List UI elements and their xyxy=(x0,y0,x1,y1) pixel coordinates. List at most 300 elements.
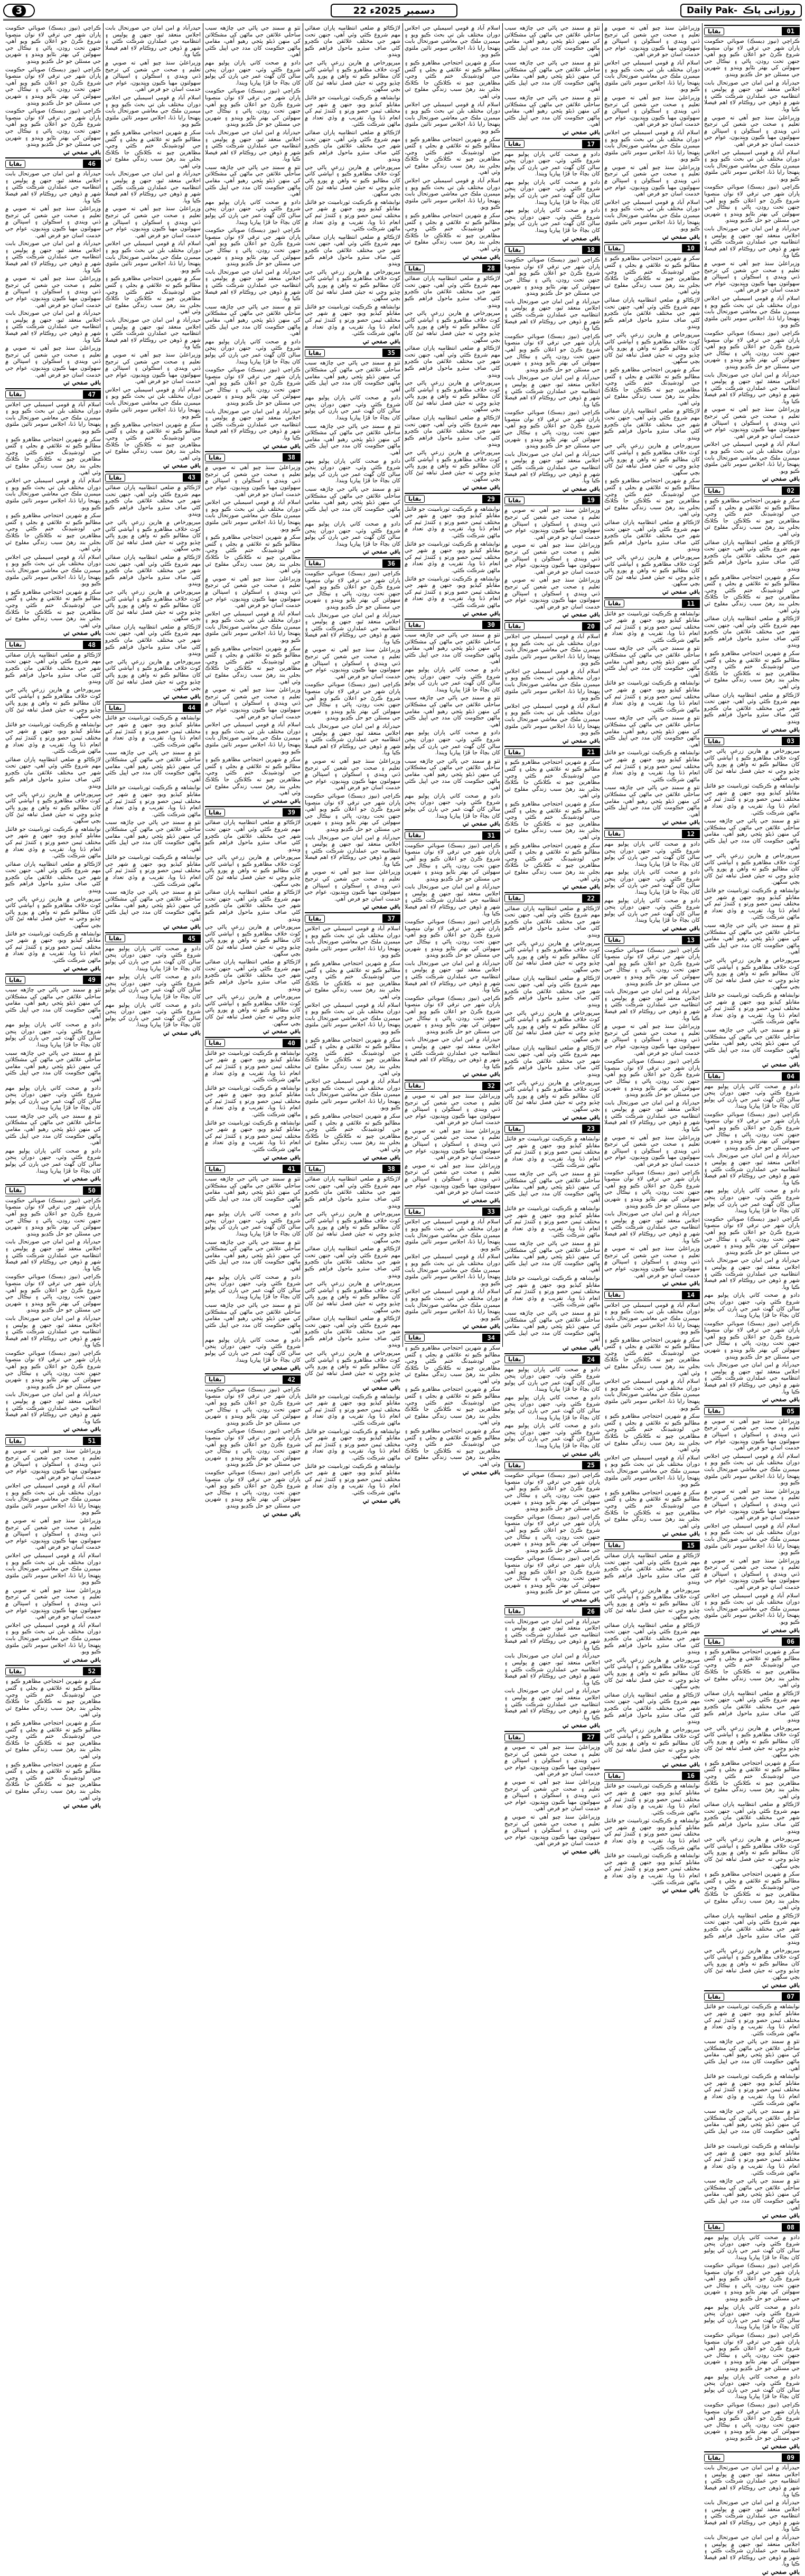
article-paragraph: سکر ۾ شهرين احتجاجي مظاهرو ڪيو ۽ مطالبو ڪيو ته علائقي ۾ بجلي ۽ گئس جي لوڊشيڊنگ ختم ڪئي وڃي، مظاهرين چيو ته ڪلاڪن جا ڪلاڪ بجلي بند رهڻ سبب زندگي مفلوج ٿي وئي آهي. xyxy=(405,1428,500,1467)
article-paragraph: اسلام آباد ۾ قومي اسيمبلي جي اجلاس دوران مختلف بلن تي بحث ڪيو ويو ۽ ميمبرن ملڪ جي معاشي صورتحال بابت پنهنجا رايا ڏنا، اجلاس سومر تائين ملتوي ڪيو ويو. xyxy=(5,1482,101,1516)
section-number: 52 xyxy=(83,1667,101,1675)
article-paragraph: دادو ۾ صحت کاتي پاران پوليو مهم شروع ڪئي وئي، جنهن دوران پنجن سالن کان گهٽ عمر جي ٻارن کي پوليو کان بچاءُ جا ڦڙا پياريا ويندا. xyxy=(5,1084,101,1111)
news-column xyxy=(402,23,502,1476)
continued-note: باقي صفحي تي xyxy=(762,1627,800,1634)
continued-note: باقي صفحي تي xyxy=(462,254,500,260)
article-paragraph: ميرپورخاص ۾ هارين زرعي پاڻي جي کوٽ خلاف مظاهرو ڪيو ۽ آبپاشي کاتي کان مطالبو ڪيو ته واهن ۾ پورو پاڻي ڇڏيو وڃي ته جيئن فصل تباهه ٿيڻ کان بچي سگهن. xyxy=(604,1587,700,1620)
continuation-block xyxy=(5,1184,101,1433)
article-paragraph: ٺٽو ۾ سمنڊ جي پاڻي جي چاڙهه سبب ساحلي علائقن جي ماڻهن کي مشڪلاتن کي منهن ڏيڻو پئجي رهيو آهي، مقامي ماڻهن حڪومت کان مدد جي اپيل ڪئي آهي. xyxy=(504,94,600,128)
article-paragraph: لاڙڪاڻو ۾ ضلعي انتظاميه پاران صفائي مهم شروع ڪئي وئي آهي، جنهن تحت شهر جي مختلف علائقن مان ڪچرو کڻي صاف سٿرو ماحول فراهم ڪيو ويندو. xyxy=(5,756,101,790)
article-paragraph: سکر ۾ شهرين احتجاجي مظاهرو ڪيو ۽ مطالبو ڪيو ته علائقي ۾ بجلي ۽ گئس جي لوڊشيڊنگ ختم ڪئي وڃي، مظاهرين چيو ته ڪلاڪن جا ڪلاڪ بجلي بند رهڻ سبب زندگي مفلوج ٿي وئي آهي. xyxy=(305,960,400,1000)
article-paragraph: اسلام آباد ۾ قومي اسيمبلي جي اجلاس دوران مختلف بلن تي بحث ڪيو ويو ۽ ميمبرن ملڪ جي معاشي صورتحال بابت پنهنجا رايا ڏنا، اجلاس سومر تائين ملتوي ڪيو ويو. xyxy=(405,1253,500,1287)
article-paragraph: ميرپورخاص ۾ هارين زرعي پاڻي جي کوٽ خلاف مظاهرو ڪيو ۽ آبپاشي کاتي کان مطالبو ڪيو ته واهن ۾ پورو پاڻي ڇڏيو وڃي ته جيئن فصل تباهه ٿيڻ کان بچي سگهن. xyxy=(704,853,800,886)
article-paragraph: ڪراچي (نيوز ڊيسڪ) صوبائي حڪومت پاران شهر جي ترقي لاءِ نوان منصوبا شروع ڪرڻ جو اعلان ڪيو ويو آهي، جنهن تحت روڊن، پاڻي ۽ نيڪال جي سهولتن کي بهتر بڻايو ويندو ۽ شهرين جي مسئلن جو حل ڪڍيو ويندو. xyxy=(604,1169,700,1209)
article-paragraph: ڪراچي (نيوز ڊيسڪ) صوبائي حڪومت پاران شهر جي ترقي لاءِ نوان منصوبا شروع ڪرڻ جو اعلان ڪيو ويو آهي، جنهن تحت روڊن، پاڻي ۽ نيڪال جي سهولتن کي بهتر بڻايو ويندو ۽ شهرين جي مسئلن جو حل ڪڍيو ويندو. xyxy=(704,1320,800,1360)
article-paragraph: وزيراعليٰ سنڌ چيو آهي ته صوبي ۾ تعليم ۽ صحت جي شعبن کي ترجيح ڏني ويندي ۽ اسڪولن ۽ اسپتالن ۾ سهولتون مهيا ڪيون وينديون، عوام جي خدمت اسان جو فرض آهي. xyxy=(604,94,700,128)
article-paragraph: حيدرآباد ۾ امن امان جي صورتحال بابت اجلاس منعقد ٿيو، جنهن ۾ پوليس ۽ انتظاميه جي عملدارن شرڪت ڪئي ۽ شهر ۾ ڏوهن جي روڪٿام لاءِ اهم فيصلا ڪيا ويا. xyxy=(504,1688,600,1721)
section-header xyxy=(704,484,800,497)
continued-note: باقي صفحي تي xyxy=(662,1531,700,1538)
article-paragraph: نوابشاهه ۾ ڪرڪيٽ ٽورنامينٽ جو فائنل مقابلو کيڏيو ويو، جنهن ۾ شهر جي مختلف ٽيمن حصو ورتو ۽ کٽندڙ ٽيم کي انعام ڏنا ويا، تقريب ۾ وڏي تعداد ۾ ماڻهن شرڪت ڪئي. xyxy=(604,750,700,783)
continuation-block xyxy=(504,1459,600,1603)
article-paragraph: اسلام آباد ۾ قومي اسيمبلي جي اجلاس دوران مختلف بلن تي بحث ڪيو ويو ۽ ميمبرن ملڪ جي معاشي صورتحال بابت پنهنجا رايا ڏنا، اجلاس سومر تائين ملتوي ڪيو ويو. xyxy=(405,25,500,58)
continuation-block xyxy=(704,2451,800,2576)
article-paragraph: وزيراعليٰ سنڌ چيو آهي ته صوبي ۾ تعليم ۽ صحت جي شعبن کي ترجيح ڏني ويندي ۽ اسڪولن ۽ اسپتالن ۾ سهولتون مهيا ڪيون وينديون، عوام جي خدمت اسان جو فرض آهي. xyxy=(105,59,201,93)
section-number: 04 xyxy=(782,1072,800,1081)
article-paragraph: وزيراعليٰ سنڌ چيو آهي ته صوبي ۾ تعليم ۽ صحت جي شعبن کي ترجيح ڏني ويندي ۽ اسڪولن ۽ اسپتالن ۾ سهولتون مهيا ڪيون وينديون، عوام جي خدمت اسان جو فرض آهي. xyxy=(205,687,301,720)
section-label: بقايا xyxy=(504,622,525,630)
article-paragraph: نوابشاهه ۾ ڪرڪيٽ ٽورنامينٽ جو فائنل مقابلو کيڏيو ويو، جنهن ۾ شهر جي مختلف ٽيمن حصو ورتو ۽ کٽندڙ ٽيم کي انعام ڏنا ويا، تقريب ۾ وڏي تعداد ۾ ماڻهن شرڪت ڪئي. xyxy=(704,2073,800,2106)
article-paragraph: دادو ۾ صحت کاتي پاران پوليو مهم شروع ڪئي وئي، جنهن دوران پنجن سالن کان گهٽ عمر جي ٻارن کي پوليو کان بچاءُ جا ڦڙا پياريا ويندا. xyxy=(5,1022,101,1048)
continued-note: باقي صفحي تي xyxy=(562,235,600,242)
article-paragraph: دادو ۾ صحت کاتي پاران پوليو مهم شروع ڪئي وئي، جنهن دوران پنجن سالن کان گهٽ عمر جي ٻارن کي پوليو کان بچاءُ جا ڦڙا پياريا ويندا. xyxy=(604,869,700,896)
article-paragraph: ڪراچي (نيوز ڊيسڪ) صوبائي حڪومت پاران شهر جي ترقي لاءِ نوان منصوبا شروع ڪرڻ جو اعلان ڪيو ويو آهي، جنهن تحت روڊن، پاڻي ۽ نيڪال جي سهولتن کي بهتر بڻايو ويندو ۽ شهرين جي مسئلن جو حل ڪڍيو ويندو. xyxy=(704,1215,800,1256)
article-paragraph: ميرپورخاص ۾ هارين زرعي پاڻي جي کوٽ خلاف مظاهرو ڪيو ۽ آبپاشي کاتي کان مطالبو ڪيو ته واهن ۾ پورو پاڻي ڇڏيو وڃي ته جيئن فصل تباهه ٿيڻ کان بچي سگهن. xyxy=(604,443,700,476)
article-paragraph: دادو ۾ صحت کاتي پاران پوليو مهم شروع ڪئي وئي، جنهن دوران پنجن سالن کان گهٽ عمر جي ٻارن کي پوليو کان بچاءُ جا ڦڙا پياريا ويندا. xyxy=(704,2234,800,2261)
section-number: 05 xyxy=(782,1407,800,1416)
article-paragraph: نوابشاهه ۾ ڪرڪيٽ ٽورنامينٽ جو فائنل مقابلو کيڏيو ويو، جنهن ۾ شهر جي مختلف ٽيمن حصو ورتو ۽ کٽندڙ ٽيم کي انعام ڏنا ويا، تقريب ۾ وڏي تعداد ۾ ماڻهن شرڪت ڪئي. xyxy=(405,575,500,608)
section-header xyxy=(604,1769,700,1782)
continued-note: باقي صفحي تي xyxy=(762,2213,800,2219)
news-column xyxy=(303,23,402,1504)
article-paragraph: وزيراعليٰ سنڌ چيو آهي ته صوبي ۾ تعليم ۽ صحت جي شعبن کي ترجيح ڏني ويندي ۽ اسڪولن ۽ اسپتالن ۾ سهولتون مهيا ڪيون وينديون، عوام جي خدمت اسان جو فرض آهي. xyxy=(105,351,201,385)
continuation-block xyxy=(5,25,101,156)
article-paragraph: وزيراعليٰ سنڌ چيو آهي ته صوبي ۾ تعليم ۽ صحت جي شعبن کي ترجيح ڏني ويندي ۽ اسڪولن ۽ اسپتالن ۾ سهولتون مهيا ڪيون وينديون، عوام جي خدمت اسان جو فرض آهي. xyxy=(704,1557,800,1591)
continued-note: باقي صفحي تي xyxy=(263,1365,301,1372)
continuation-block xyxy=(205,1163,301,1372)
section-label: بقايا xyxy=(205,454,225,462)
continued-note: باقي صفحي تي xyxy=(163,693,201,700)
continued-note: باقي صفحي تي xyxy=(63,1176,101,1183)
section-number: 13 xyxy=(682,936,700,944)
article-paragraph: لاڙڪاڻو ۾ ضلعي انتظاميه پاران صفائي مهم شروع ڪئي وئي آهي، جنهن تحت شهر جي مختلف علائقن مان ڪچرو کڻي صاف سٿرو ماحول فراهم ڪيو ويندو. xyxy=(205,959,301,992)
article-paragraph: سکر ۾ شهرين احتجاجي مظاهرو ڪيو ۽ مطالبو ڪيو ته علائقي ۾ بجلي ۽ گئس جي لوڊشيڊنگ ختم ڪئي وڃي، مظاهرين چيو ته ڪلاڪن جا ڪلاڪ بجلي بند رهڻ سبب زندگي مفلوج ٿي وئي آهي. xyxy=(704,650,800,690)
article-paragraph: ٺٽو ۾ سمنڊ جي پاڻي جي چاڙهه سبب ساحلي علائقن جي ماڻهن کي مشڪلاتن کي منهن ڏيڻو پئجي رهيو آهي، مقامي ماڻهن حڪومت کان مدد جي اپيل ڪئي آهي. xyxy=(305,360,400,393)
article-paragraph: ڪراچي (نيوز ڊيسڪ) صوبائي حڪومت پاران شهر جي ترقي لاءِ نوان منصوبا شروع ڪرڻ جو اعلان ڪيو ويو آهي، جنهن تحت روڊن، پاڻي ۽ نيڪال جي سهولتن کي بهتر بڻايو ويندو ۽ شهرين جي مسئلن جو حل ڪڍيو ويندو. xyxy=(205,1386,301,1426)
section-header xyxy=(504,1731,600,1743)
article-paragraph: ڪراچي (نيوز ڊيسڪ) صوبائي حڪومت پاران شهر جي ترقي لاءِ نوان منصوبا شروع ڪرڻ جو اعلان ڪيو ويو آهي، جنهن تحت روڊن، پاڻي ۽ نيڪال جي سهولتن کي بهتر بڻايو ويندو ۽ شهرين جي مسئلن جو حل ڪڍيو ويندو. xyxy=(305,792,400,832)
section-header xyxy=(5,639,101,651)
article-paragraph: وزيراعليٰ سنڌ چيو آهي ته صوبي ۾ تعليم ۽ صحت جي شعبن کي ترجيح ڏني ويندي ۽ اسڪولن ۽ اسپتالن ۾ سهولتون مهيا ڪيون وينديون، عوام جي خدمت اسان جو فرض آهي. xyxy=(504,542,600,575)
continued-note: باقي صفحي تي xyxy=(762,2443,800,2450)
section-header xyxy=(604,1289,700,1301)
article-paragraph: دادو ۾ صحت کاتي پاران پوليو مهم شروع ڪئي وئي، جنهن دوران پنجن سالن کان گهٽ عمر جي ٻارن کي پوليو کان بچاءُ جا ڦڙا پياريا ويندا. xyxy=(504,207,600,234)
article-paragraph: دادو ۾ صحت کاتي پاران پوليو مهم شروع ڪئي وئي، جنهن دوران پنجن سالن کان گهٽ عمر جي ٻارن کي پوليو کان بچاءُ جا ڦڙا پياريا ويندا. xyxy=(604,840,700,867)
section-label: بقايا xyxy=(5,641,25,649)
section-label: بقايا xyxy=(504,1607,525,1615)
article-paragraph: سکر ۾ شهرين احتجاجي مظاهرو ڪيو ۽ مطالبو ڪيو ته علائقي ۾ بجلي ۽ گئس جي لوڊشيڊنگ ختم ڪئي وڃي، مظاهرين چيو ته ڪلاڪن جا ڪلاڪ بجلي بند رهڻ سبب زندگي مفلوج ٿي وئي آهي. xyxy=(305,1036,400,1076)
article-paragraph: ٺٽو ۾ سمنڊ جي پاڻي جي چاڙهه سبب ساحلي علائقن جي ماڻهن کي مشڪلاتن کي منهن ڏيڻو پئجي رهيو آهي، مقامي ماڻهن حڪومت کان مدد جي اپيل ڪئي آهي. xyxy=(105,889,201,922)
article-paragraph: ڪراچي (نيوز ڊيسڪ) صوبائي حڪومت پاران شهر جي ترقي لاءِ نوان منصوبا شروع ڪرڻ جو اعلان ڪيو ويو آهي، جنهن تحت روڊن، پاڻي ۽ نيڪال جي سهولتن کي بهتر بڻايو ويندو ۽ شهرين جي مسئلن جو حل ڪڍيو ويندو. xyxy=(504,257,600,297)
article-paragraph: نوابشاهه ۾ ڪرڪيٽ ٽورنامينٽ جو فائنل مقابلو کيڏيو ويو، جنهن ۾ شهر جي مختلف ٽيمن حصو ورتو ۽ کٽندڙ ٽيم کي انعام ڏنا ويا، تقريب ۾ وڏي تعداد ۾ ماڻهن شرڪت ڪئي. xyxy=(504,1205,600,1239)
article-paragraph: وزيراعليٰ سنڌ چيو آهي ته صوبي ۾ تعليم ۽ صحت جي شعبن کي ترجيح ڏني ويندي ۽ اسڪولن ۽ اسپتالن ۾ سهولتون مهيا ڪيون وينديون، عوام جي خدمت اسان جو فرض آهي. xyxy=(604,1245,700,1279)
article-paragraph: ٺٽو ۾ سمنڊ جي پاڻي جي چاڙهه سبب ساحلي علائقن جي ماڻهن کي مشڪلاتن کي منهن ڏيڻو پئجي رهيو آهي، مقامي ماڻهن حڪومت کان مدد جي اپيل ڪئي آهي. xyxy=(305,423,400,456)
article-paragraph: دادو ۾ صحت کاتي پاران پوليو مهم شروع ڪئي وئي، جنهن دوران پنجن سالن کان گهٽ عمر جي ٻارن کي پوليو کان بچاءُ جا ڦڙا پياريا ويندا. xyxy=(604,897,700,924)
article-paragraph: حيدرآباد ۾ امن امان جي صورتحال بابت اجلاس منعقد ٿيو، جنهن ۾ پوليس ۽ انتظاميه جي عملدارن شرڪت ڪئي ۽ شهر ۾ ڏوهن جي روڪٿام لاءِ اهم فيصلا ڪيا ويا. xyxy=(504,298,600,332)
article-paragraph: اسلام آباد ۾ قومي اسيمبلي جي اجلاس دوران مختلف بلن تي بحث ڪيو ويو ۽ ميمبرن ملڪ جي معاشي صورتحال بابت پنهنجا رايا ڏنا، اجلاس سومر تائين ملتوي ڪيو ويو. xyxy=(5,477,101,511)
continued-note: باقي صفحي تي xyxy=(462,610,500,617)
article-paragraph: سکر ۾ شهرين احتجاجي مظاهرو ڪيو ۽ مطالبو ڪيو ته علائقي ۾ بجلي ۽ گئس جي لوڊشيڊنگ ختم ڪئي وڃي، مظاهرين چيو ته ڪلاڪن جا ڪلاڪ بجلي بند رهڻ سبب زندگي مفلوج ٿي وئي آهي. xyxy=(405,136,500,176)
article-paragraph: نوابشاهه ۾ ڪرڪيٽ ٽورنامينٽ جو فائنل مقابلو کيڏيو ويو، جنهن ۾ شهر جي مختلف ٽيمن حصو ورتو ۽ کٽندڙ ٽيم کي انعام ڏنا ويا، تقريب ۾ وڏي تعداد ۾ ماڻهن شرڪت ڪئي. xyxy=(105,784,201,818)
section-label: بقايا xyxy=(504,246,525,254)
continued-note: باقي صفحي تي xyxy=(362,904,400,911)
article-paragraph: دادو ۾ صحت کاتي پاران پوليو مهم شروع ڪئي وئي، جنهن دوران پنجن سالن کان گهٽ عمر جي ٻارن کي پوليو کان بچاءُ جا ڦڙا پياريا ويندا. xyxy=(205,199,301,226)
article-paragraph: دادو ۾ صحت کاتي پاران پوليو مهم شروع ڪئي وئي، جنهن دوران پنجن سالن کان گهٽ عمر جي ٻارن کي پوليو کان بچاءُ جا ڦڙا پياريا ويندا. xyxy=(305,395,400,421)
article-paragraph: حيدرآباد ۾ امن امان جي صورتحال بابت اجلاس منعقد ٿيو، جنهن ۾ پوليس ۽ انتظاميه جي عملدارن شرڪت ڪئي ۽ شهر ۾ ڏوهن جي روڪٿام لاءِ اهم فيصلا ڪيا ويا. xyxy=(405,960,500,994)
article-paragraph: نوابشاهه ۾ ڪرڪيٽ ٽورنامينٽ جو فائنل مقابلو کيڏيو ويو، جنهن ۾ شهر جي مختلف ٽيمن حصو ورتو ۽ کٽندڙ ٽيم کي انعام ڏنا ويا، تقريب ۾ وڏي تعداد ۾ ماڻهن شرڪت ڪئي. xyxy=(604,680,700,713)
section-number: 37 xyxy=(382,914,400,923)
article-paragraph: ميرپورخاص ۾ هارين زرعي پاڻي جي کوٽ خلاف مظاهرو ڪيو ۽ آبپاشي کاتي کان مطالبو ڪيو ته واهن ۾ پورو پاڻي ڇڏيو وڃي ته جيئن فصل تباهه ٿيڻ کان بچي سگهن. xyxy=(205,924,301,957)
continuation-block xyxy=(205,451,301,804)
article-paragraph: اسلام آباد ۾ قومي اسيمبلي جي اجلاس دوران مختلف بلن تي بحث ڪيو ويو ۽ ميمبرن ملڪ جي معاشي صورتحال بابت پنهنجا رايا ڏنا، اجلاس سومر تائين ملتوي ڪيو ويو. xyxy=(504,702,600,736)
article-paragraph: وزيراعليٰ سنڌ چيو آهي ته صوبي ۾ تعليم ۽ صحت جي شعبن کي ترجيح ڏني ويندي ۽ اسڪولن ۽ اسپتالن ۾ سهولتون مهيا ڪيون وينديون، عوام جي خدمت اسان جو فرض آهي. xyxy=(604,1134,700,1168)
article-paragraph: سکر ۾ شهرين احتجاجي مظاهرو ڪيو ۽ مطالبو ڪيو ته علائقي ۾ بجلي ۽ گئس جي لوڊشيڊنگ ختم ڪئي وڃي، مظاهرين چيو ته ڪلاڪن جا ڪلاڪ بجلي بند رهڻ سبب زندگي مفلوج ٿي وئي آهي. xyxy=(604,1489,700,1529)
news-column xyxy=(3,23,103,1810)
continued-note: باقي صفحي تي xyxy=(762,1061,800,1068)
article-paragraph: لاڙڪاڻو ۾ ضلعي انتظاميه پاران صفائي مهم شروع ڪئي وئي آهي، جنهن تحت شهر جي مختلف علائقن مان ڪچرو کڻي صاف سٿرو ماحول فراهم ڪيو ويندو. xyxy=(5,651,101,685)
continued-note: باقي صفحي تي xyxy=(163,463,201,470)
section-number: 16 xyxy=(682,1772,700,1780)
section-label: بقايا xyxy=(504,1355,525,1363)
article-paragraph: نوابشاهه ۾ ڪرڪيٽ ٽورنامينٽ جو فائنل مقابلو کيڏيو ويو، جنهن ۾ شهر جي مختلف ٽيمن حصو ورتو ۽ کٽندڙ ٽيم کي انعام ڏنا ويا، تقريب ۾ وڏي تعداد ۾ ماڻهن شرڪت ڪئي. xyxy=(704,887,800,921)
section-number: 42 xyxy=(283,1375,301,1384)
article-paragraph: لاڙڪاڻو ۾ ضلعي انتظاميه پاران صفائي مهم شروع ڪئي وئي آهي، جنهن تحت شهر جي مختلف علائقن مان ڪچرو کڻي صاف سٿرو ماحول فراهم ڪيو ويندو. xyxy=(405,275,500,308)
article-paragraph: وزيراعليٰ سنڌ چيو آهي ته صوبي ۾ تعليم ۽ صحت جي شعبن کي ترجيح ڏني ويندي ۽ اسڪولن ۽ اسپتالن ۾ سهولتون مهيا ڪيون وينديون، عوام جي خدمت اسان جو فرض آهي. xyxy=(504,1744,600,1777)
continuation-block xyxy=(105,932,201,1037)
article-paragraph: ميرپورخاص ۾ هارين زرعي پاڻي جي کوٽ خلاف مظاهرو ڪيو ۽ آبپاشي کاتي کان مطالبو ڪيو ته واهن ۾ پورو پاڻي ڇڏيو وڃي ته جيئن فصل تباهه ٿيڻ کان بچي سگهن. xyxy=(704,1947,800,1981)
section-label: بقايا xyxy=(5,1668,25,1675)
section-number: 23 xyxy=(582,1125,600,1133)
article-paragraph: لاڙڪاڻو ۾ ضلعي انتظاميه پاران صفائي مهم شروع ڪئي وئي آهي، جنهن تحت شهر جي مختلف علائقن مان ڪچرو کڻي صاف سٿرو ماحول فراهم ڪيو ويندو. xyxy=(704,691,800,725)
article-paragraph: سکر ۾ شهرين احتجاجي مظاهرو ڪيو ۽ مطالبو ڪيو ته علائقي ۾ بجلي ۽ گئس جي لوڊشيڊنگ ختم ڪئي وڃي، مظاهرين چيو ته ڪلاڪن جا ڪلاڪ بجلي بند رهڻ سبب زندگي مفلوج ٿي وئي آهي. xyxy=(604,1413,700,1453)
article-paragraph: وزيراعليٰ سنڌ چيو آهي ته صوبي ۾ تعليم ۽ صحت جي شعبن کي ترجيح ڏني ويندي ۽ اسڪولن ۽ اسپتالن ۾ سهولتون مهيا ڪيون وينديون، عوام جي خدمت اسان جو فرض آهي. xyxy=(5,205,101,239)
page-number: 3 xyxy=(12,5,26,16)
article-paragraph: اسلام آباد ۾ قومي اسيمبلي جي اجلاس دوران مختلف بلن تي بحث ڪيو ويو ۽ ميمبرن ملڪ جي معاشي صورتحال بابت پنهنجا رايا ڏنا، اجلاس سومر تائين ملتوي ڪيو ويو. xyxy=(405,1219,500,1252)
continued-note: باقي صفحي تي xyxy=(462,1323,500,1330)
continued-note: باقي صفحي تي xyxy=(263,1028,301,1035)
article-paragraph: ٺٽو ۾ سمنڊ جي پاڻي جي چاڙهه سبب ساحلي علائقن جي ماڻهن کي مشڪلاتن کي منهن ڏيڻو پئجي رهيو آهي، مقامي ماڻهن حڪومت کان مدد جي اپيل ڪئي آهي. xyxy=(205,1301,301,1335)
section-label: بقايا xyxy=(504,140,525,148)
article-paragraph: وزيراعليٰ سنڌ چيو آهي ته صوبي ۾ تعليم ۽ صحت جي شعبن کي ترجيح ڏني ويندي ۽ اسڪولن ۽ اسپتالن ۾ سهولتون مهيا ڪيون وينديون، عوام جي خدمت اسان جو فرض آهي. xyxy=(604,164,700,198)
article-paragraph: اسلام آباد ۾ قومي اسيمبلي جي اجلاس دوران مختلف بلن تي بحث ڪيو ويو ۽ ميمبرن ملڪ جي معاشي صورتحال بابت پنهنجا رايا ڏنا، اجلاس سومر تائين ملتوي ڪيو ويو. xyxy=(704,295,800,329)
article-paragraph: سکر ۾ شهرين احتجاجي مظاهرو ڪيو ۽ مطالبو ڪيو ته علائقي ۾ بجلي ۽ گئس جي لوڊشيڊنگ ختم ڪئي وڃي، مظاهرين چيو ته ڪلاڪن جا ڪلاڪ بجلي بند رهڻ سبب زندگي مفلوج ٿي وئي آهي. xyxy=(604,366,700,406)
section-label: بقايا xyxy=(105,474,125,482)
article-paragraph: حيدرآباد ۾ امن امان جي صورتحال بابت اجلاس منعقد ٿيو، جنهن ۾ پوليس ۽ انتظاميه جي عملدارن شرڪت ڪئي ۽ شهر ۾ ڏوهن جي روڪٿام لاءِ اهم فيصلا ڪيا ويا. xyxy=(5,240,101,274)
continuation-block xyxy=(305,912,400,1161)
article-paragraph: ٺٽو ۾ سمنڊ جي پاڻي جي چاڙهه سبب ساحلي علائقن جي ماڻهن کي مشڪلاتن کي منهن ڏيڻو پئجي رهيو آهي، مقامي ماڻهن حڪومت کان مدد جي اپيل ڪئي آهي. xyxy=(504,59,600,93)
article-paragraph: ميرپورخاص ۾ هارين زرعي پاڻي جي کوٽ خلاف مظاهرو ڪيو ۽ آبپاشي کاتي کان مطالبو ڪيو ته واهن ۾ پورو پاڻي ڇڏيو وڃي ته جيئن فصل تباهه ٿيڻ کان بچي سگهن. xyxy=(504,1079,600,1112)
section-label: بقايا xyxy=(205,1165,225,1173)
article-paragraph: حيدرآباد ۾ امن امان جي صورتحال بابت اجلاس منعقد ٿيو، جنهن ۾ پوليس ۽ انتظاميه جي عملدارن شرڪت ڪئي ۽ شهر ۾ ڏوهن جي روڪٿام لاءِ اهم فيصلا ڪيا ويا. xyxy=(5,1239,101,1272)
article-paragraph: لاڙڪاڻو ۾ ضلعي انتظاميه پاران صفائي مهم شروع ڪئي وئي آهي، جنهن تحت شهر جي مختلف علائقن مان ڪچرو کڻي صاف سٿرو ماحول فراهم ڪيو ويندو. xyxy=(704,1690,800,1723)
article-paragraph: وزيراعليٰ سنڌ چيو آهي ته صوبي ۾ تعليم ۽ صحت جي شعبن کي ترجيح ڏني ويندي ۽ اسڪولن ۽ اسپتالن ۾ سهولتون مهيا ڪيون وينديون، عوام جي خدمت اسان جو فرض آهي. xyxy=(205,464,301,498)
article-paragraph: لاڙڪاڻو ۾ ضلعي انتظاميه پاران صفائي مهم شروع ڪئي وئي آهي، جنهن تحت شهر جي مختلف علائقن مان ڪچرو کڻي صاف سٿرو ماحول فراهم ڪيو ويندو. xyxy=(604,1622,700,1655)
article-paragraph: نوابشاهه ۾ ڪرڪيٽ ٽورنامينٽ جو فائنل مقابلو کيڏيو ويو، جنهن ۾ شهر جي مختلف ٽيمن حصو ورتو ۽ کٽندڙ ٽيم کي انعام ڏنا ويا، تقريب ۾ وڏي تعداد ۾ ماڻهن شرڪت ڪئي. xyxy=(704,2143,800,2176)
section-label: بقايا xyxy=(5,1186,25,1194)
continued-note: باقي صفحي تي xyxy=(63,1803,101,1810)
article-paragraph: حيدرآباد ۾ امن امان جي صورتحال بابت اجلاس منعقد ٿيو، جنهن ۾ پوليس ۽ انتظاميه جي عملدارن شرڪت ڪئي ۽ شهر ۾ ڏوهن جي روڪٿام لاءِ اهم فيصلا ڪيا ويا. xyxy=(205,268,301,302)
article-paragraph: حيدرآباد ۾ امن امان جي صورتحال بابت اجلاس منعقد ٿيو، جنهن ۾ پوليس ۽ انتظاميه جي عملدارن شرڪت ڪئي ۽ شهر ۾ ڏوهن جي روڪٿام لاءِ اهم فيصلا ڪيا ويا. xyxy=(405,1036,500,1070)
section-header xyxy=(704,1990,800,2002)
section-label: بقايا xyxy=(405,1082,425,1090)
article-paragraph: نوابشاهه ۾ ڪرڪيٽ ٽورنامينٽ جو فائنل مقابلو کيڏيو ويو، جنهن ۾ شهر جي مختلف ٽيمن حصو ورتو ۽ کٽندڙ ٽيم کي انعام ڏنا ويا، تقريب ۾ وڏي تعداد ۾ ماڻهن شرڪت ڪئي. xyxy=(205,1084,301,1118)
article-paragraph: ڪراچي (نيوز ڊيسڪ) صوبائي حڪومت پاران شهر جي ترقي لاءِ نوان منصوبا شروع ڪرڻ جو اعلان ڪيو ويو آهي، جنهن تحت روڊن، پاڻي ۽ نيڪال جي سهولتن کي بهتر بڻايو ويندو ۽ شهرين جي مسئلن جو حل ڪڍيو ويندو. xyxy=(205,367,301,407)
article-paragraph: وزيراعليٰ سنڌ چيو آهي ته صوبي ۾ تعليم ۽ صحت جي شعبن کي ترجيح ڏني ويندي ۽ اسڪولن ۽ اسپتالن ۾ سهولتون مهيا ڪيون وينديون، عوام جي خدمت اسان جو فرض آهي. xyxy=(604,25,700,58)
continued-note: باقي صفحي تي xyxy=(163,924,201,931)
continuation-block xyxy=(704,1635,800,1989)
article-paragraph: ميرپورخاص ۾ هارين زرعي پاڻي جي کوٽ خلاف مظاهرو ڪيو ۽ آبپاشي کاتي کان مطالبو ڪيو ته واهن ۾ پورو پاڻي ڇڏيو وڃي ته جيئن فصل تباهه ٿيڻ کان بچي سگهن. xyxy=(604,331,700,365)
article-paragraph: لاڙڪاڻو ۾ ضلعي انتظاميه پاران صفائي مهم شروع ڪئي وئي آهي، جنهن تحت شهر جي مختلف علائقن مان ڪچرو کڻي صاف سٿرو ماحول فراهم ڪيو ويندو. xyxy=(704,539,800,572)
continuation-block xyxy=(305,557,400,911)
article-paragraph: ڪراچي (نيوز ڊيسڪ) صوبائي حڪومت پاران شهر جي ترقي لاءِ نوان منصوبا شروع ڪرڻ جو اعلان ڪيو ويو آهي، جنهن تحت روڊن، پاڻي ۽ نيڪال جي سهولتن کي بهتر بڻايو ويندو ۽ شهرين جي مسئلن جو حل ڪڍيو ويندو. xyxy=(504,333,600,373)
section-number: 15 xyxy=(682,1541,700,1550)
article-paragraph: لاڙڪاڻو ۾ ضلعي انتظاميه پاران صفائي مهم شروع ڪئي وئي آهي، جنهن تحت شهر جي مختلف علائقن مان ڪچرو کڻي صاف سٿرو ماحول فراهم ڪيو ويندو. xyxy=(105,484,201,518)
continuation-block xyxy=(305,1163,400,1391)
article-paragraph: ميرپورخاص ۾ هارين زرعي پاڻي جي کوٽ خلاف مظاهرو ڪيو ۽ آبپاشي کاتي کان مطالبو ڪيو ته واهن ۾ پورو پاڻي ڇڏيو وڃي ته جيئن فصل تباهه ٿيڻ کان بچي سگهن. xyxy=(704,748,800,781)
section-label: بقايا xyxy=(504,748,525,756)
section-label: بقايا xyxy=(205,1375,225,1383)
article-paragraph: سکر ۾ شهرين احتجاجي مظاهرو ڪيو ۽ مطالبو ڪيو ته علائقي ۾ بجلي ۽ گئس جي لوڊشيڊنگ ختم ڪئي وڃي، مظاهرين چيو ته ڪلاڪن جا ڪلاڪ بجلي بند رهڻ سبب زندگي مفلوج ٿي وئي آهي. xyxy=(105,129,201,169)
article-paragraph: وزيراعليٰ سنڌ چيو آهي ته صوبي ۾ تعليم ۽ صحت جي شعبن کي ترجيح ڏني ويندي ۽ اسڪولن ۽ اسپتالن ۾ سهولتون مهيا ڪيون وينديون، عوام جي خدمت اسان جو فرض آهي. xyxy=(604,1023,700,1056)
article-paragraph: حيدرآباد ۾ امن امان جي صورتحال بابت اجلاس منعقد ٿيو، جنهن ۾ پوليس ۽ انتظاميه جي عملدارن شرڪت ڪئي ۽ شهر ۾ ڏوهن جي روڪٿام لاءِ اهم فيصلا ڪيا ويا. xyxy=(704,2499,800,2533)
continuation-block xyxy=(504,1731,600,1856)
article-paragraph: ٺٽو ۾ سمنڊ جي پاڻي جي چاڙهه سبب ساحلي علائقن جي ماڻهن کي مشڪلاتن کي منهن ڏيڻو پئجي رهيو آهي، مقامي ماڻهن حڪومت کان مدد جي اپيل ڪئي آهي. xyxy=(704,2038,800,2072)
section-label: بقايا xyxy=(504,894,525,902)
article-paragraph: ٺٽو ۾ سمنڊ جي پاڻي جي چاڙهه سبب ساحلي علائقن جي ماڻهن کي مشڪلاتن کي منهن ڏيڻو پئجي رهيو آهي، مقامي ماڻهن حڪومت کان مدد جي اپيل ڪئي آهي. xyxy=(504,1309,600,1343)
article-paragraph: ميرپورخاص ۾ هارين زرعي پاڻي جي کوٽ خلاف مظاهرو ڪيو ۽ آبپاشي کاتي کان مطالبو ڪيو ته واهن ۾ پورو پاڻي ڇڏيو وڃي ته جيئن فصل تباهه ٿيڻ کان بچي سگهن. xyxy=(504,1009,600,1043)
news-column xyxy=(602,23,702,1894)
article-paragraph: نوابشاهه ۾ ڪرڪيٽ ٽورنامينٽ جو فائنل مقابلو کيڏيو ويو، جنهن ۾ شهر جي مختلف ٽيمن حصو ورتو ۽ کٽندڙ ٽيم کي انعام ڏنا ويا، تقريب ۾ وڏي تعداد ۾ ماڻهن شرڪت ڪئي. xyxy=(504,1275,600,1308)
article-paragraph: حيدرآباد ۾ امن امان جي صورتحال بابت اجلاس منعقد ٿيو، جنهن ۾ پوليس ۽ انتظاميه جي عملدارن شرڪت ڪئي ۽ شهر ۾ ڏوهن جي روڪٿام لاءِ اهم فيصلا ڪيا ويا. xyxy=(704,1362,800,1395)
article-paragraph: لاڙڪاڻو ۾ ضلعي انتظاميه پاران صفائي مهم شروع ڪئي وئي آهي، جنهن تحت شهر جي مختلف علائقن مان ڪچرو کڻي صاف سٿرو ماحول فراهم ڪيو ويندو. xyxy=(305,129,400,163)
article-paragraph: اسلام آباد ۾ قومي اسيمبلي جي اجلاس دوران مختلف بلن تي بحث ڪيو ويو ۽ ميمبرن ملڪ جي معاشي صورتحال بابت پنهنجا رايا ڏنا، اجلاس سومر تائين ملتوي ڪيو ويو. xyxy=(405,177,500,211)
continued-note: باقي صفحي تي xyxy=(662,925,700,932)
section-number: 50 xyxy=(83,1186,101,1195)
article-paragraph: نوابشاهه ۾ ڪرڪيٽ ٽورنامينٽ جو فائنل مقابلو کيڏيو ويو، جنهن ۾ شهر جي مختلف ٽيمن حصو ورتو ۽ کٽندڙ ٽيم کي انعام ڏنا ويا، تقريب ۾ وڏي تعداد ۾ ماڻهن شرڪت ڪئي. xyxy=(205,1050,301,1083)
section-number: 41 xyxy=(283,1165,301,1173)
continuation-block xyxy=(305,1393,400,1505)
article-paragraph: ٺٽو ۾ سمنڊ جي پاڻي جي چاڙهه سبب ساحلي علائقن جي ماڻهن کي مشڪلاتن کي منهن ڏيڻو پئجي رهيو آهي، مقامي ماڻهن حڪومت کان مدد جي اپيل ڪئي آهي. xyxy=(604,645,700,678)
article-paragraph: ڪراچي (نيوز ڊيسڪ) صوبائي حڪومت پاران شهر جي ترقي لاءِ نوان منصوبا شروع ڪرڻ جو اعلان ڪيو ويو آهي، جنهن تحت روڊن، پاڻي ۽ نيڪال جي سهولتن کي بهتر بڻايو ويندو ۽ شهرين جي مسئلن جو حل ڪڍيو ويندو. xyxy=(604,1058,700,1098)
section-header xyxy=(604,828,700,840)
section-label: بقايا xyxy=(604,936,624,944)
article-paragraph: ٺٽو ۾ سمنڊ جي پاڻي جي چاڙهه سبب ساحلي علائقن جي ماڻهن کي مشڪلاتن کي منهن ڏيڻو پئجي رهيو آهي، مقامي ماڻهن حڪومت کان مدد جي اپيل ڪئي آهي. xyxy=(405,757,500,791)
article-paragraph: دادو ۾ صحت کاتي پاران پوليو مهم شروع ڪئي وئي، جنهن دوران پنجن سالن کان گهٽ عمر جي ٻارن کي پوليو کان بچاءُ جا ڦڙا پياريا ويندا. xyxy=(704,1292,800,1319)
section-number: 24 xyxy=(582,1355,600,1364)
article-paragraph: حيدرآباد ۾ امن امان جي صورتحال بابت اجلاس منعقد ٿيو، جنهن ۾ پوليس ۽ انتظاميه جي عملدارن شرڪت ڪئي ۽ شهر ۾ ڏوهن جي روڪٿام لاءِ اهم فيصلا ڪيا ويا. xyxy=(704,1257,800,1290)
article-paragraph: اسلام آباد ۾ قومي اسيمبلي جي اجلاس دوران مختلف بلن تي بحث ڪيو ويو ۽ ميمبرن ملڪ جي معاشي صورتحال بابت پنهنجا رايا ڏنا، اجلاس سومر تائين ملتوي ڪيو ويو. xyxy=(604,129,700,163)
news-column xyxy=(502,23,602,1855)
section-header xyxy=(5,973,101,986)
article-paragraph: ميرپورخاص ۾ هارين زرعي پاڻي جي کوٽ خلاف مظاهرو ڪيو ۽ آبپاشي کاتي کان مطالبو ڪيو ته واهن ۾ پورو پاڻي ڇڏيو وڃي ته جيئن فصل تباهه ٿيڻ کان بچي سگهن. xyxy=(604,1726,700,1760)
section-label: بقايا xyxy=(5,160,25,168)
section-label: بقايا xyxy=(604,1291,624,1299)
continuation-block xyxy=(405,1205,500,1330)
section-label: بقايا xyxy=(704,2223,724,2231)
article-paragraph: ڪراچي (نيوز ڊيسڪ) صوبائي حڪومت پاران شهر جي ترقي لاءِ نوان منصوبا شروع ڪرڻ جو اعلان ڪيو ويو آهي، جنهن تحت روڊن، پاڻي ۽ نيڪال جي سهولتن کي بهتر بڻايو ويندو ۽ شهرين جي مسئلن جو حل ڪڍيو ويندو. xyxy=(5,108,101,148)
article-paragraph: سکر ۾ شهرين احتجاجي مظاهرو ڪيو ۽ مطالبو ڪيو ته علائقي ۾ بجلي ۽ گئس جي لوڊشيڊنگ ختم ڪئي وڃي، مظاهرين چيو ته ڪلاڪن جا ڪلاڪ بجلي بند رهڻ سبب زندگي مفلوج ٿي وئي آهي. xyxy=(5,588,101,629)
article-paragraph: دادو ۾ صحت کاتي پاران پوليو مهم شروع ڪئي وئي، جنهن دوران پنجن سالن کان گهٽ عمر جي ٻارن کي پوليو کان بچاءُ جا ڦڙا پياريا ويندا. xyxy=(105,945,201,972)
section-header xyxy=(405,262,500,274)
continuation-block xyxy=(604,25,700,240)
section-label: بقايا xyxy=(704,1993,724,2001)
section-label: بقايا xyxy=(704,1407,724,1415)
article-paragraph: وزيراعليٰ سنڌ چيو آهي ته صوبي ۾ تعليم ۽ صحت جي شعبن کي ترجيح ڏني ويندي ۽ اسڪولن ۽ اسپتالن ۾ سهولتون مهيا ڪيون وينديون، عوام جي خدمت اسان جو فرض آهي. xyxy=(704,406,800,439)
section-label: بقايا xyxy=(405,1208,425,1216)
article-paragraph: ٺٽو ۾ سمنڊ جي پاڻي جي چاڙهه سبب ساحلي علائقن جي ماڻهن کي مشڪلاتن کي منهن ڏيڻو پئجي رهيو آهي، مقامي ماڻهن حڪومت کان مدد جي اپيل ڪئي آهي. xyxy=(205,1239,301,1272)
section-number: 51 xyxy=(83,1437,101,1445)
article-paragraph: اسلام آباد ۾ قومي اسيمبلي جي اجلاس دوران مختلف بلن تي بحث ڪيو ويو ۽ ميمبرن ملڪ جي معاشي صورتحال بابت پنهنجا رايا ڏنا، اجلاس سومر تائين ملتوي ڪيو ويو. xyxy=(205,722,301,755)
section-label: بقايا xyxy=(305,1165,325,1173)
article-paragraph: دادو ۾ صحت کاتي پاران پوليو مهم شروع ڪئي وئي، جنهن دوران پنجن سالن کان گهٽ عمر جي ٻارن کي پوليو کان بچاءُ جا ڦڙا پياريا ويندا. xyxy=(105,1001,201,1028)
article-paragraph: دادو ۾ صحت کاتي پاران پوليو مهم شروع ڪئي وئي، جنهن دوران پنجن سالن کان گهٽ عمر جي ٻارن کي پوليو کان بچاءُ جا ڦڙا پياريا ويندا. xyxy=(205,338,301,365)
article-paragraph: حيدرآباد ۾ امن امان جي صورتحال بابت اجلاس منعقد ٿيو، جنهن ۾ پوليس ۽ انتظاميه جي عملدارن شرڪت ڪئي ۽ شهر ۾ ڏوهن جي روڪٿام لاءِ اهم فيصلا ڪيا ويا. xyxy=(305,834,400,867)
article-paragraph: دادو ۾ صحت کاتي پاران پوليو مهم شروع ڪئي وئي، جنهن دوران پنجن سالن کان گهٽ عمر جي ٻارن کي پوليو کان بچاءُ جا ڦڙا پياريا ويندا. xyxy=(105,973,201,1000)
article-paragraph: دادو ۾ صحت کاتي پاران پوليو مهم شروع ڪئي وئي، جنهن دوران پنجن سالن کان گهٽ عمر جي ٻارن کي پوليو کان بچاءُ جا ڦڙا پياريا ويندا. xyxy=(405,667,500,693)
section-number: 12 xyxy=(682,830,700,838)
section-number: 31 xyxy=(482,831,500,840)
section-header xyxy=(504,494,600,506)
article-paragraph: حيدرآباد ۾ امن امان جي صورتحال بابت اجلاس منعقد ٿيو، جنهن ۾ پوليس ۽ انتظاميه جي عملدارن شرڪت ڪئي ۽ شهر ۾ ڏوهن جي روڪٿام لاءِ اهم فيصلا ڪيا ويا. xyxy=(704,79,800,113)
section-number: 36 xyxy=(382,559,400,568)
article-paragraph: لاڙڪاڻو ۾ ضلعي انتظاميه پاران صفائي مهم شروع ڪئي وئي آهي، جنهن تحت شهر جي مختلف علائقن مان ڪچرو کڻي صاف سٿرو ماحول فراهم ڪيو ويندو. xyxy=(105,554,201,587)
article-paragraph: سکر ۾ شهرين احتجاجي مظاهرو ڪيو ۽ مطالبو ڪيو ته علائقي ۾ بجلي ۽ گئس جي لوڊشيڊنگ ختم ڪئي وڃي، مظاهرين چيو ته ڪلاڪن جا ڪلاڪ بجلي بند رهڻ سبب زندگي مفلوج ٿي وئي آهي. xyxy=(704,498,800,537)
article-paragraph: لاڙڪاڻو ۾ ضلعي انتظاميه پاران صفائي مهم شروع ڪئي وئي آهي، جنهن تحت شهر جي مختلف علائقن مان ڪچرو کڻي صاف سٿرو ماحول فراهم ڪيو ويندو. xyxy=(305,1315,400,1348)
section-label: بقايا xyxy=(704,27,724,35)
continuation-block xyxy=(504,243,600,492)
continued-note: باقي صفحي تي xyxy=(263,443,301,449)
section-header xyxy=(205,1373,301,1385)
article-paragraph: دادو ۾ صحت کاتي پاران پوليو مهم شروع ڪئي وئي، جنهن دوران پنجن سالن کان گهٽ عمر جي ٻارن کي پوليو کان بچاءُ جا ڦڙا پياريا ويندا. xyxy=(405,729,500,756)
article-paragraph: وزيراعليٰ سنڌ چيو آهي ته صوبي ۾ تعليم ۽ صحت جي شعبن کي ترجيح ڏني ويندي ۽ اسڪولن ۽ اسپتالن ۾ سهولتون مهيا ڪيون وينديون، عوام جي خدمت اسان جو فرض آهي. xyxy=(504,577,600,610)
article-paragraph: نوابشاهه ۾ ڪرڪيٽ ٽورنامينٽ جو فائنل مقابلو کيڏيو ويو، جنهن ۾ شهر جي مختلف ٽيمن حصو ورتو ۽ کٽندڙ ٽيم کي انعام ڏنا ويا، تقريب ۾ وڏي تعداد ۾ ماڻهن شرڪت ڪئي. xyxy=(704,2003,800,2037)
continuation-block xyxy=(704,2221,800,2450)
continued-note: باقي صفحي تي xyxy=(462,484,500,491)
article-paragraph: حيدرآباد ۾ امن امان جي صورتحال بابت اجلاس منعقد ٿيو، جنهن ۾ پوليس ۽ انتظاميه جي عملدارن شرڪت ڪئي ۽ شهر ۾ ڏوهن جي روڪٿام لاءِ اهم فيصلا ڪيا ويا. xyxy=(704,226,800,259)
article-paragraph: اسلام آباد ۾ قومي اسيمبلي جي اجلاس دوران مختلف بلن تي بحث ڪيو ويو ۽ ميمبرن ملڪ جي معاشي صورتحال بابت پنهنجا رايا ڏنا، اجلاس سومر تائين ملتوي ڪيو ويو. xyxy=(105,386,201,420)
section-number: 48 xyxy=(83,641,101,649)
section-label: بقايا xyxy=(604,1541,624,1549)
article-paragraph: وزيراعليٰ سنڌ چيو آهي ته صوبي ۾ تعليم ۽ صحت جي شعبن کي ترجيح ڏني ويندي ۽ اسڪولن ۽ اسپتالن ۾ سهولتون مهيا ڪيون وينديون، عوام جي خدمت اسان جو فرض آهي. xyxy=(704,260,800,294)
section-header xyxy=(305,557,400,569)
section-label: بقايا xyxy=(704,1638,724,1646)
section-header xyxy=(504,620,600,632)
article-paragraph: سکر ۾ شهرين احتجاجي مظاهرو ڪيو ۽ مطالبو ڪيو ته علائقي ۾ بجلي ۽ گئس جي لوڊشيڊنگ ختم ڪئي وڃي، مظاهرين چيو ته ڪلاڪن جا ڪلاڪ بجلي بند رهڻ سبب زندگي مفلوج ٿي وئي آهي. xyxy=(405,1386,500,1426)
article-paragraph: وزيراعليٰ سنڌ چيو آهي ته صوبي ۾ تعليم ۽ صحت جي شعبن کي ترجيح ڏني ويندي ۽ اسڪولن ۽ اسپتالن ۾ سهولتون مهيا ڪيون وينديون، عوام جي خدمت اسان جو فرض آهي. xyxy=(504,1778,600,1812)
article-paragraph: اسلام آباد ۾ قومي اسيمبلي جي اجلاس دوران مختلف بلن تي بحث ڪيو ويو ۽ ميمبرن ملڪ جي معاشي صورتحال بابت پنهنجا رايا ڏنا، اجلاس سومر تائين ملتوي ڪيو ويو. xyxy=(604,199,700,232)
article-paragraph: ٺٽو ۾ سمنڊ جي پاڻي جي چاڙهه سبب ساحلي علائقن جي ماڻهن کي مشڪلاتن کي منهن ڏيڻو پئجي رهيو آهي، مقامي ماڻهن حڪومت کان مدد جي اپيل ڪئي آهي. xyxy=(405,632,500,665)
article-paragraph: سکر ۾ شهرين احتجاجي مظاهرو ڪيو ۽ مطالبو ڪيو ته علائقي ۾ بجلي ۽ گئس جي لوڊشيڊنگ ختم ڪئي وڃي، مظاهرين چيو ته ڪلاڪن جا ڪلاڪ بجلي بند رهڻ سبب زندگي مفلوج ٿي وئي آهي. xyxy=(205,756,301,797)
continued-note: باقي صفحي تي xyxy=(362,338,400,345)
article-paragraph: وزيراعليٰ سنڌ چيو آهي ته صوبي ۾ تعليم ۽ صحت جي شعبن کي ترجيح ڏني ويندي ۽ اسڪولن ۽ اسپتالن ۾ سهولتون مهيا ڪيون وينديون، عوام جي خدمت اسان جو فرض آهي. xyxy=(5,345,101,378)
section-number: 34 xyxy=(482,1334,500,1342)
continued-note: باقي صفحي تي xyxy=(562,1344,600,1351)
article-paragraph: ميرپورخاص ۾ هارين زرعي پاڻي جي کوٽ خلاف مظاهرو ڪيو ۽ آبپاشي کاتي کان مطالبو ڪيو ته واهن ۾ پورو پاڻي ڇڏيو وڃي ته جيئن فصل تباهه ٿيڻ کان بچي سگهن. xyxy=(305,1280,400,1314)
section-header xyxy=(5,1665,101,1677)
section-header xyxy=(205,451,301,463)
article-paragraph: ميرپورخاص ۾ هارين زرعي پاڻي جي کوٽ خلاف مظاهرو ڪيو ۽ آبپاشي کاتي کان مطالبو ڪيو ته واهن ۾ پورو پاڻي ڇڏيو وڃي ته جيئن فصل تباهه ٿيڻ کان بچي سگهن. xyxy=(305,1211,400,1244)
section-number: 47 xyxy=(83,390,101,399)
article-paragraph: نوابشاهه ۾ ڪرڪيٽ ٽورنامينٽ جو فائنل مقابلو کيڏيو ويو، جنهن ۾ شهر جي مختلف ٽيمن حصو ورتو ۽ کٽندڙ ٽيم کي انعام ڏنا ويا، تقريب ۾ وڏي تعداد ۾ ماڻهن شرڪت ڪئي. xyxy=(604,1852,700,1886)
article-paragraph: ڪراچي (نيوز ڊيسڪ) صوبائي حڪومت پاران شهر جي ترقي لاءِ نوان منصوبا شروع ڪرڻ جو اعلان ڪيو ويو آهي، جنهن تحت روڊن، پاڻي ۽ نيڪال جي سهولتن کي بهتر بڻايو ويندو ۽ شهرين جي مسئلن جو حل ڪڍيو ويندو. xyxy=(704,330,800,370)
article-paragraph: ٺٽو ۾ سمنڊ جي پاڻي جي چاڙهه سبب ساحلي علائقن جي ماڻهن کي مشڪلاتن کي منهن ڏيڻو پئجي رهيو آهي، مقامي ماڻهن حڪومت کان مدد جي اپيل ڪئي آهي. xyxy=(5,1050,101,1083)
article-paragraph: حيدرآباد ۾ امن امان جي صورتحال بابت اجلاس منعقد ٿيو، جنهن ۾ پوليس ۽ انتظاميه جي عملدارن شرڪت ڪئي ۽ شهر ۾ ڏوهن جي روڪٿام لاءِ اهم فيصلا ڪيا ويا. xyxy=(305,723,400,756)
continuation-block xyxy=(105,471,201,700)
article-paragraph: دادو ۾ صحت کاتي پاران پوليو مهم شروع ڪئي وئي، جنهن دوران پنجن سالن کان گهٽ عمر جي ٻارن کي پوليو کان بچاءُ جا ڦڙا پياريا ويندا. xyxy=(704,2373,800,2400)
column-divider xyxy=(402,23,403,1347)
article-paragraph: سکر ۾ شهرين احتجاجي مظاهرو ڪيو ۽ مطالبو ڪيو ته علائقي ۾ بجلي ۽ گئس جي لوڊشيڊنگ ختم ڪئي وڃي، مظاهرين چيو ته ڪلاڪن جا ڪلاڪ بجلي بند رهڻ سبب زندگي مفلوج ٿي وئي آهي. xyxy=(704,1759,800,1800)
section-label: بقايا xyxy=(105,934,125,942)
continued-note: باقي صفحي تي xyxy=(462,1197,500,1204)
continued-note: باقي صفحي تي xyxy=(562,1450,600,1457)
section-label: بقايا xyxy=(604,599,624,607)
section-header xyxy=(205,806,301,818)
article-paragraph: حيدرآباد ۾ امن امان جي صورتحال بابت اجلاس منعقد ٿيو، جنهن ۾ پوليس ۽ انتظاميه جي عملدارن شرڪت ڪئي ۽ شهر ۾ ڏوهن جي روڪٿام لاءِ اهم فيصلا ڪيا ويا. xyxy=(604,1099,700,1133)
article-paragraph: دادو ۾ صحت کاتي پاران پوليو مهم شروع ڪئي وئي، جنهن دوران پنجن سالن کان گهٽ عمر جي ٻارن کي پوليو کان بچاءُ جا ڦڙا پياريا ويندا. xyxy=(504,179,600,205)
article-paragraph: ڪراچي (نيوز ڊيسڪ) صوبائي حڪومت پاران شهر جي ترقي لاءِ نوان منصوبا شروع ڪرڻ جو اعلان ڪيو ويو آهي، جنهن تحت روڊن، پاڻي ۽ نيڪال جي سهولتن کي بهتر بڻايو ويندو ۽ شهرين جي مسئلن جو حل ڪڍيو ويندو. xyxy=(405,995,500,1035)
continuation-block xyxy=(604,1289,700,1538)
continuation-block xyxy=(604,242,700,595)
article-paragraph: اسلام آباد ۾ قومي اسيمبلي جي اجلاس دوران مختلف بلن تي بحث ڪيو ويو ۽ ميمبرن ملڪ جي معاشي صورتحال بابت پنهنجا رايا ڏنا، اجلاس سومر تائين ملتوي ڪيو ويو. xyxy=(5,401,101,435)
article-paragraph: حيدرآباد ۾ امن امان جي صورتحال بابت اجلاس منعقد ٿيو، جنهن ۾ پوليس ۽ انتظاميه جي عملدارن شرڪت ڪئي ۽ شهر ۾ ڏوهن جي روڪٿام لاءِ اهم فيصلا ڪيا ويا. xyxy=(105,25,201,58)
continuation-block xyxy=(504,1605,600,1730)
section-header xyxy=(405,1205,500,1217)
continuation-block xyxy=(504,892,600,1121)
article-paragraph: لاڙڪاڻو ۾ ضلعي انتظاميه پاران صفائي مهم شروع ڪئي وئي آهي، جنهن تحت شهر جي مختلف علائقن مان ڪچرو کڻي صاف سٿرو ماحول فراهم ڪيو ويندو. xyxy=(604,408,700,441)
continuation-block xyxy=(5,1435,101,1663)
section-number: 14 xyxy=(682,1291,700,1299)
section-label: بقايا xyxy=(604,245,624,252)
article-paragraph: نوابشاهه ۾ ڪرڪيٽ ٽورنامينٽ جو فائنل مقابلو کيڏيو ويو، جنهن ۾ شهر جي مختلف ٽيمن حصو ورتو ۽ کٽندڙ ٽيم کي انعام ڏنا ويا، تقريب ۾ وڏي تعداد ۾ ماڻهن شرڪت ڪئي. xyxy=(5,721,101,755)
article-paragraph: ڪراچي (نيوز ڊيسڪ) صوبائي حڪومت پاران شهر جي ترقي لاءِ نوان منصوبا شروع ڪرڻ جو اعلان ڪيو ويو آهي، جنهن تحت روڊن، پاڻي ۽ نيڪال جي سهولتن کي بهتر بڻايو ويندو ۽ شهرين جي مسئلن جو حل ڪڍيو ويندو. xyxy=(604,947,700,987)
article-paragraph: اسلام آباد ۾ قومي اسيمبلي جي اجلاس دوران مختلف بلن تي بحث ڪيو ويو ۽ ميمبرن ملڪ جي معاشي صورتحال بابت پنهنجا رايا ڏنا، اجلاس سومر تائين ملتوي ڪيو ويو. xyxy=(5,1622,101,1655)
article-paragraph: نوابشاهه ۾ ڪرڪيٽ ٽورنامينٽ جو فائنل مقابلو کيڏيو ويو، جنهن ۾ شهر جي مختلف ٽيمن حصو ورتو ۽ کٽندڙ ٽيم کي انعام ڏنا ويا، تقريب ۾ وڏي تعداد ۾ ماڻهن شرڪت ڪئي. xyxy=(604,1818,700,1851)
section-number: 45 xyxy=(183,934,201,943)
section-number: 21 xyxy=(582,748,600,756)
section-header xyxy=(504,138,600,150)
article-paragraph: اسلام آباد ۾ قومي اسيمبلي جي اجلاس دوران مختلف بلن تي بحث ڪيو ويو ۽ ميمبرن ملڪ جي معاشي صورتحال بابت پنهنجا رايا ڏنا، اجلاس سومر تائين ملتوي ڪيو ويو. xyxy=(604,1301,700,1335)
section-label: بقايا xyxy=(504,1734,525,1741)
section-number: 33 xyxy=(482,1207,500,1216)
section-number: 27 xyxy=(582,1733,600,1741)
section-label: بقايا xyxy=(205,809,225,817)
article-paragraph: وزيراعليٰ سنڌ چيو آهي ته صوبي ۾ تعليم ۽ صحت جي شعبن کي ترجيح ڏني ويندي ۽ اسڪولن ۽ اسپتالن ۾ سهولتون مهيا ڪيون وينديون، عوام جي خدمت اسان جو فرض آهي. xyxy=(205,575,301,609)
section-label: بقايا xyxy=(704,1072,724,1080)
column-divider xyxy=(502,23,503,1347)
continued-note: باقي صفحي تي xyxy=(562,1596,600,1603)
continued-note: باقي صفحي تي xyxy=(562,737,600,744)
article-paragraph: دادو ۾ صحت کاتي پاران پوليو مهم شروع ڪئي وئي، جنهن دوران پنجن سالن کان گهٽ عمر جي ٻارن کي پوليو کان بچاءُ جا ڦڙا پياريا ويندا. xyxy=(205,1273,301,1300)
article-paragraph: ڪراچي (نيوز ڊيسڪ) صوبائي حڪومت پاران شهر جي ترقي لاءِ نوان منصوبا شروع ڪرڻ جو اعلان ڪيو ويو آهي، جنهن تحت روڊن، پاڻي ۽ نيڪال جي سهولتن کي بهتر بڻايو ويندو ۽ شهرين جي مسئلن جو حل ڪڍيو ويندو. xyxy=(504,409,600,449)
continued-note: باقي صفحي تي xyxy=(762,2569,800,2576)
continued-note: باقي صفحي تي xyxy=(462,1071,500,1078)
continuation-block xyxy=(704,1405,800,1634)
continuation-block xyxy=(504,25,600,136)
article-paragraph: نوابشاهه ۾ ڪرڪيٽ ٽورنامينٽ جو فائنل مقابلو کيڏيو ويو، جنهن ۾ شهر جي مختلف ٽيمن حصو ورتو ۽ کٽندڙ ٽيم کي انعام ڏنا ويا، تقريب ۾ وڏي تعداد ۾ ماڻهن شرڪت ڪئي. xyxy=(205,1119,301,1153)
article-paragraph: سکر ۾ شهرين احتجاجي مظاهرو ڪيو ۽ مطالبو ڪيو ته علائقي ۾ بجلي ۽ گئس جي لوڊشيڊنگ ختم ڪئي وڃي، مظاهرين چيو ته ڪلاڪن جا ڪلاڪ بجلي بند رهڻ سبب زندگي مفلوج ٿي وئي آهي. xyxy=(704,1871,800,1911)
article-paragraph: اسلام آباد ۾ قومي اسيمبلي جي اجلاس دوران مختلف بلن تي بحث ڪيو ويو ۽ ميمبرن ملڪ جي معاشي صورتحال بابت پنهنجا رايا ڏنا، اجلاس سومر تائين ملتوي ڪيو ويو. xyxy=(504,633,600,667)
continuation-block xyxy=(504,1122,600,1351)
article-paragraph: اسلام آباد ۾ قومي اسيمبلي جي اجلاس دوران مختلف بلن تي بحث ڪيو ويو ۽ ميمبرن ملڪ جي معاشي صورتحال بابت پنهنجا رايا ڏنا، اجلاس سومر تائين ملتوي ڪيو ويو. xyxy=(504,668,600,701)
continued-note: باقي صفحي تي xyxy=(562,612,600,619)
continuation-block xyxy=(205,25,301,449)
article-paragraph: اسلام آباد ۾ قومي اسيمبلي جي اجلاس دوران مختلف بلن تي بحث ڪيو ويو ۽ ميمبرن ملڪ جي معاشي صورتحال بابت پنهنجا رايا ڏنا، اجلاس سومر تائين ملتوي ڪيو ويو. xyxy=(5,554,101,587)
continued-note: باقي صفحي تي xyxy=(662,819,700,826)
article-paragraph: حيدرآباد ۾ امن امان جي صورتحال بابت اجلاس منعقد ٿيو، جنهن ۾ پوليس ۽ انتظاميه جي عملدارن شرڪت ڪئي ۽ شهر ۾ ڏوهن جي روڪٿام لاءِ اهم فيصلا ڪيا ويا. xyxy=(704,2465,800,2498)
section-label: بقايا xyxy=(305,349,325,357)
article-paragraph: ميرپورخاص ۾ هارين زرعي پاڻي جي کوٽ خلاف مظاهرو ڪيو ۽ آبپاشي کاتي کان مطالبو ڪيو ته واهن ۾ پورو پاڻي ڇڏيو وڃي ته جيئن فصل تباهه ٿيڻ کان بچي سگهن. xyxy=(105,588,201,622)
article-paragraph: ميرپورخاص ۾ هارين زرعي پاڻي جي کوٽ خلاف مظاهرو ڪيو ۽ آبپاشي کاتي کان مطالبو ڪيو ته واهن ۾ پورو پاڻي ڇڏيو وڃي ته جيئن فصل تباهه ٿيڻ کان بچي سگهن. xyxy=(205,854,301,887)
continued-note: باقي صفحي تي xyxy=(63,1426,101,1433)
